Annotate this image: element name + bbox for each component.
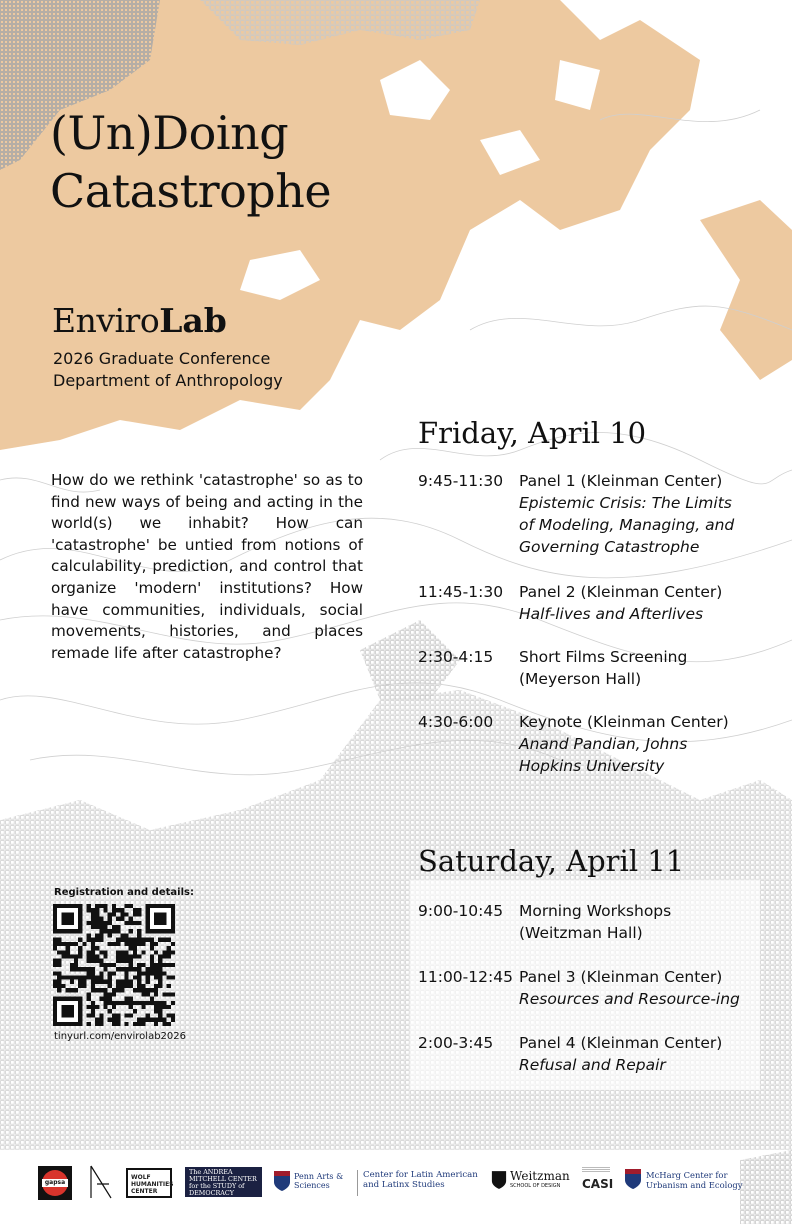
event-title: Panel 1 (Kleinman Center) (519, 472, 723, 490)
saturday-heading: Saturday, April 11 (418, 844, 685, 878)
event-description (519, 1032, 792, 1076)
event-description (519, 711, 792, 777)
event-title: Keynote (Kleinman Center) (519, 713, 729, 731)
weitzman-logo: Weitzman SCHOOL OF DESIGN (491, 1170, 571, 1196)
penn-shield-icon (491, 1170, 507, 1190)
penn-shield-icon (273, 1170, 291, 1192)
event-subtitle: Epistemic Crisis: The Limits (519, 494, 732, 512)
event-time: 11:45-1:30 (418, 583, 504, 601)
registration-qr-code[interactable] (53, 904, 175, 1026)
andrea-mitchell-center-logo: The ANDREA MITCHELL CENTER for the STUDY of DEMOCRACY (185, 1167, 262, 1197)
penn-shield-icon (624, 1168, 642, 1190)
event-title: (Weitzman Hall) (519, 924, 643, 942)
event-title: Morning Workshops (519, 902, 672, 920)
friday-schedule (418, 470, 792, 790)
event-time: 2:00-3:45 (418, 1034, 494, 1052)
envirolab-logo (52, 300, 227, 342)
registration-label: Registration and details: (54, 887, 194, 898)
event-subtitle: of Modeling, Managing, and (519, 516, 735, 534)
title-line-2: Catastrophe (50, 164, 332, 218)
subtitle-line-1: 2026 Graduate Conference (53, 349, 271, 368)
event-time: 2:30-4:15 (418, 648, 494, 666)
lpdp-logo (89, 1164, 113, 1200)
event-subtitle: Hopkins University (519, 757, 665, 775)
event-description (519, 966, 792, 1010)
event-description (519, 581, 792, 625)
event-description (519, 470, 792, 558)
brand-bold: Lab (159, 301, 227, 340)
event-subtitle: Refusal and Repair (519, 1056, 666, 1074)
event-subtitle: Governing Catastrophe (519, 538, 700, 556)
casi-logo: CASI (582, 1166, 610, 1198)
sponsor-logos (0, 1160, 792, 1210)
wolf-humanities-logo: WOLF HUMANITIES CENTER (126, 1168, 172, 1198)
gapsa-logo: gapsa (38, 1166, 72, 1200)
event-title: Short Films Screening (519, 648, 688, 666)
subtitle-line-2: Department of Anthropology (53, 371, 283, 390)
brand-light: Enviro (52, 301, 160, 340)
event-description (519, 900, 792, 944)
event-description (519, 646, 792, 690)
event-time: 9:45-11:30 (418, 472, 504, 490)
event-subtitle: Resources and Resource-ing (519, 990, 740, 1008)
event-title: (Meyerson Hall) (519, 670, 642, 688)
event-time: 4:30-6:00 (418, 713, 494, 731)
event-subtitle: Anand Pandian, Johns (519, 735, 688, 753)
conference-title (50, 104, 331, 220)
map-region-right (700, 200, 792, 380)
saturday-schedule (418, 900, 792, 1100)
registration-url[interactable]: tinyurl.com/envirolab2026 (54, 1031, 186, 1042)
event-title: Panel 3 (Kleinman Center) (519, 968, 723, 986)
conference-subtitle (53, 348, 283, 392)
title-line-1: (Un)Doing (50, 106, 289, 160)
event-title: Panel 4 (Kleinman Center) (519, 1034, 723, 1052)
event-time: 11:00-12:45 (418, 968, 513, 986)
friday-heading: Friday, April 10 (418, 416, 647, 450)
penn-arts-sciences-logo: Penn Arts & Sciences (273, 1170, 353, 1196)
intro-paragraph: How do we rethink 'catastrophe' so as to find new ways of being and acting in the world(s) we inhabit? How can 'catastrophe' be untied from notions of calculability, prediction, and control that organize 'modern' institutions? How have communities, individuals, social movements, histories, and places remade life after catastrophe? (51, 471, 363, 662)
event-time: 9:00-10:45 (418, 902, 504, 920)
clals-logo: Center for Latin American and Latinx Studies (357, 1170, 485, 1196)
event-subtitle: Half-lives and Afterlives (519, 605, 704, 623)
mcharg-center-logo: McHarg Center for Urbanism and Ecology (624, 1168, 754, 1198)
event-title: Panel 2 (Kleinman Center) (519, 583, 723, 601)
